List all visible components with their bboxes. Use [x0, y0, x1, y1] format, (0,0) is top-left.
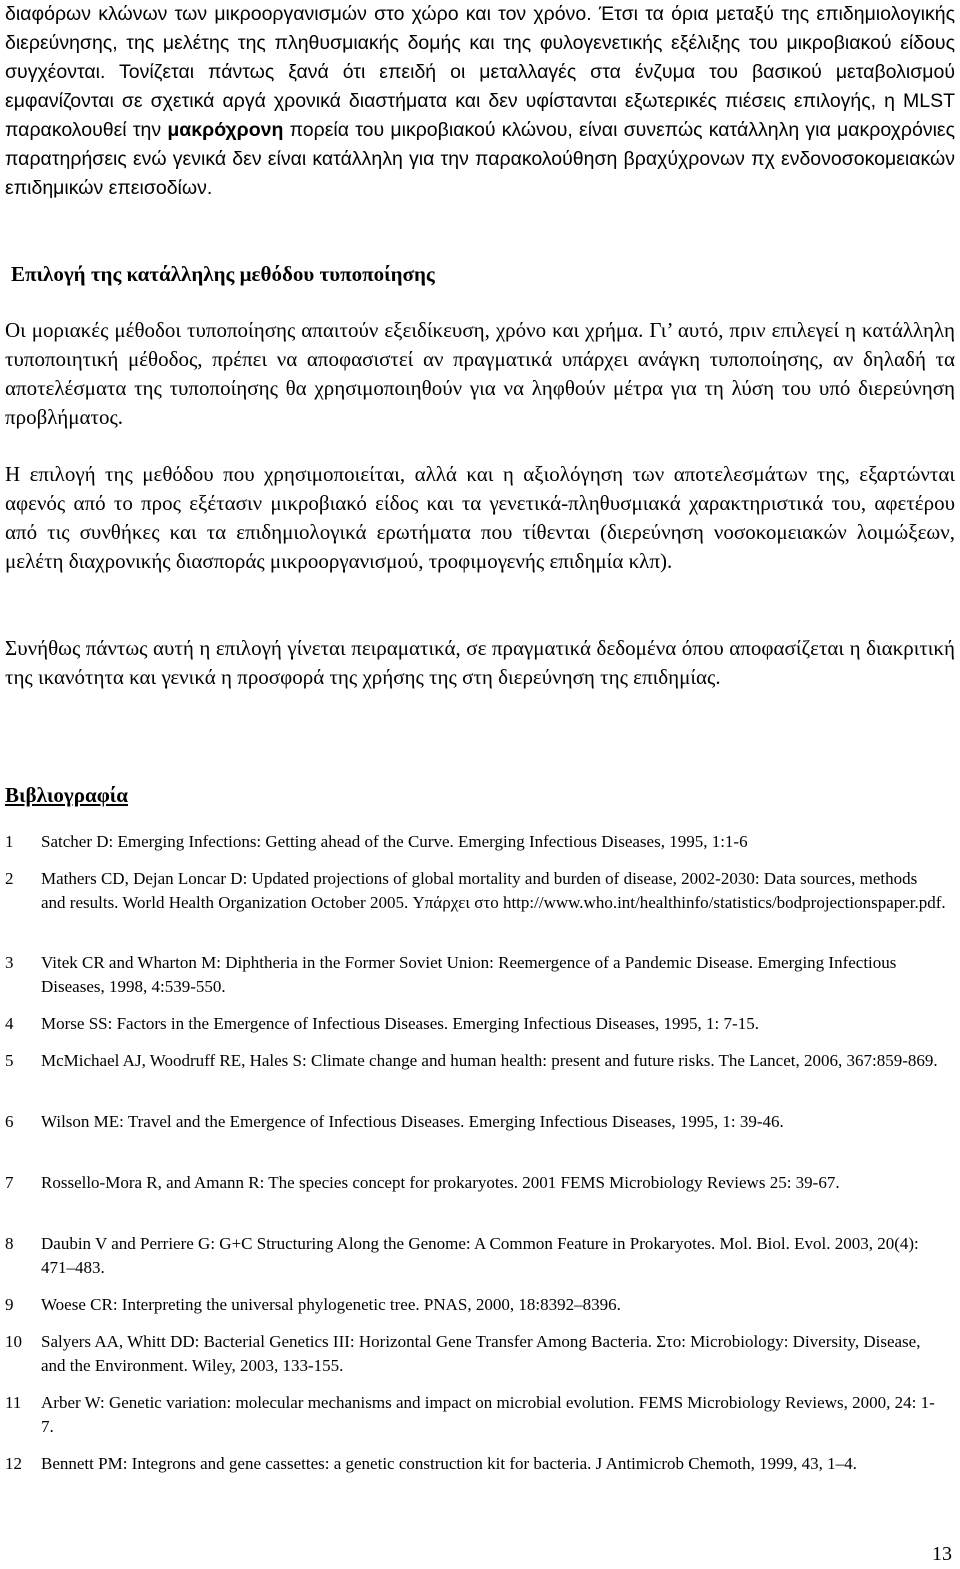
reference-text: Woese CR: Interpreting the universal phylogenetic tree. PNAS, 2000, 18:8392–8396.: [41, 1295, 621, 1314]
reference-text: Bennett PM: Integrons and gene cassettes: a genetic construction kit for bacteria. J Antimicrob Chemoth, 1999, 43, 1–4.: [41, 1454, 857, 1473]
reference-number: 4: [5, 1014, 14, 1033]
reference-number: 6: [5, 1112, 14, 1131]
reference-text: Morse SS: Factors in the Emergence of Infectious Diseases. Emerging Infectious Diseases, 1995, 1: 7-15.: [41, 1014, 759, 1033]
reference-number: 8: [5, 1234, 14, 1253]
reference-number: 9: [5, 1295, 14, 1314]
reference-text: Mathers CD, Dejan Loncar D: Updated projections of global mortality and burden of disease, 2002-2030: Data sources, methods and results. World Health Organization October 2005. Υπάρχει στο http://www.who.int/healthinfo/statistics/bodprojectionspaper.pdf.: [41, 869, 946, 912]
reference-text: Arber W: Genetic variation: molecular mechanisms and impact on microbial evolution. FEMS Microbiology Reviews, 2000, 24: 1-7.: [41, 1393, 935, 1436]
reference-text: McMichael AJ, Woodruff RE, Hales S: Climate change and human health: present and future risks. The Lancet, 2006, 367:859-869.: [41, 1051, 938, 1070]
reference-text: Daubin V and Perriere G: G+C Structuring Along the Genome: A Common Feature in Prokaryotes. Mol. Biol. Evol. 2003, 20(4): 471–483.: [41, 1234, 919, 1277]
reference-number: 7: [5, 1173, 14, 1192]
reference-number: 2: [5, 869, 14, 888]
paragraph-typing-cost: Οι μοριακές μέθοδοι τυποποίησης απαιτούν εξειδίκευση, χρόνο και χρήμα. Γι’ αυτό, πριν επιλεγεί η κατάλληλη τυποποιητική μέθοδος, πρέπει να αποφασιστεί αν πραγματικά υπάρχει ανάγκη τυποποίησης, αν δηλαδή τα αποτελέσματα της τυποποίησης θα χρησιμοποιηθούν για να ληφθούν μέτρα για τη λύση του υπό διερεύνηση προβλήματος.: [5, 318, 955, 429]
reference-number: 1: [5, 832, 14, 851]
paragraph-method-choice: Η επιλογή της μεθόδου που χρησιμοποιείται, αλλά και η αξιολόγηση των αποτελεσμάτων της, εξαρτώνται αφενός από το προς εξέτασιν μικροβιακό είδος και τα γενετικά-πληθυσμιακά χαρακτηριστικά του, αφετέρου από τις συνθήκες και τα επιδημιολογικά ερωτήματα που τίθενται (διερεύνηση νοσοκομειακών λοιμώξεων, μελέτη διαχρονικής διασποράς μικροοργανισμού, τροφιμογενής επιδημία κλπ).: [5, 462, 955, 573]
reference-number: 10: [5, 1332, 22, 1351]
paragraph-experimental-choice: Συνήθως πάντως αυτή η επιλογή γίνεται πειραματικά, σε πραγματικά δεδομένα όπου αποφασίζεται η διακριτική της ικανότητα και γενικά η προσφορά της χρήσης της στη διερεύνηση της επιδημίας.: [5, 636, 955, 689]
reference-text: Rossello-Mora R, and Amann R: The species concept for prokaryotes. 2001 FEMS Microbiology Reviews 25: 39-67.: [41, 1173, 840, 1192]
reference-number: 11: [5, 1393, 22, 1412]
paragraph-mlst-text-end: πορεία του μικροβιακού κλώνου, είναι συνεπώς κατάλληλη για μακροχρόνιες παρατηρήσεις ενώ γενικά δεν είναι κατάλληλη για την παρακολούθηση βραχύχρονων πχ ενδονοσοκομειακών επιδημικών επεισοδίων.: [5, 119, 955, 199]
reference-text: Vitek CR and Wharton M: Diphtheria in the Former Soviet Union: Reemergence of a Pandemic Disease. Emerging Infectious Diseases, 1998, 4:539-550.: [41, 953, 897, 996]
reference-text: Wilson ME: Travel and the Emergence of Infectious Diseases. Emerging Infectious Diseases, 1995, 1: 39-46.: [41, 1112, 784, 1131]
paragraph-mlst: [5, 0, 955, 203]
bold-term-makroxroni: μακρόχρονη: [167, 119, 284, 141]
page-number: 13: [932, 1543, 952, 1565]
reference-number: 5: [5, 1051, 14, 1070]
reference-text: Salyers AA, Whitt DD: Bacterial Genetics III: Horizontal Gene Transfer Among Bacteria. Στο: Microbiology: Diversity, Disease, and the Environment. Wiley, 2003, 133-155.: [41, 1332, 921, 1375]
reference-number: 3: [5, 953, 14, 972]
reference-number: 12: [5, 1454, 22, 1473]
paragraph-mlst-text-start: διαφόρων κλώνων των μικροοργανισμών στο χώρο και τον χρόνο. Έτσι τα όρια μεταξύ της επιδημιολογικής διερεύνησης, της μελέτης της πληθυσμιακής δομής και της φυλογενετικής εξέλιξης του μικροβιακού είδους συγχέονται. Τονίζεται πάντως ξανά ότι επειδή οι μεταλλαγές στα ένζυμα του βασικού μεταβολισμού εμφανίζονται σε σχετικά αργά χρονικά διαστήματα και δεν υφίστανται εξωτερικές πιέσεις επιλογής, η MLST παρακολουθεί την: [5, 3, 955, 141]
section-heading: Επιλογή της κατάλληλης μεθόδου τυποποίησης: [11, 262, 435, 286]
bibliography-title: Βιβλιογραφία: [5, 783, 129, 807]
reference-text: Satcher D: Emerging Infections: Getting ahead of the Curve. Emerging Infectious Diseases, 1995, 1:1-6: [41, 832, 748, 851]
